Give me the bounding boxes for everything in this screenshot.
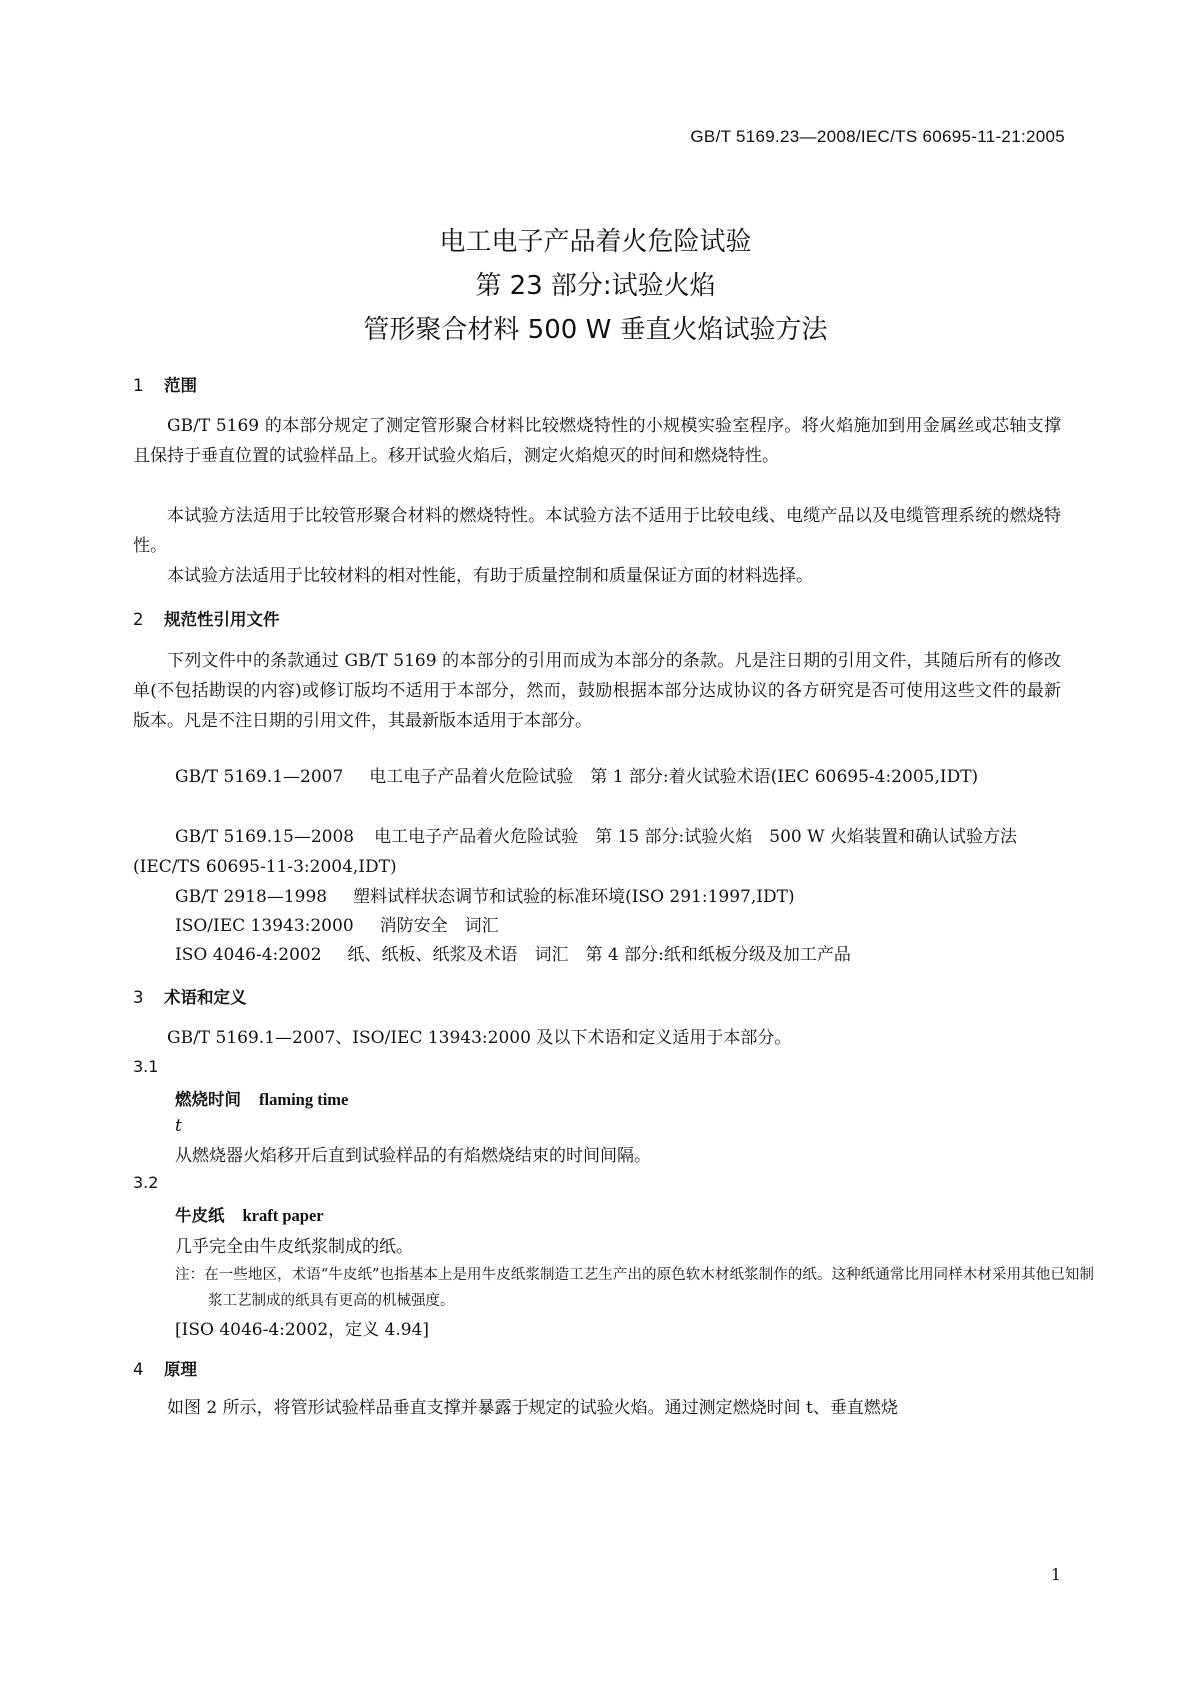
term-definition: 几乎完全由牛皮纸浆制成的纸。	[175, 1237, 413, 1257]
document-title	[0, 220, 1191, 352]
section-1-paragraph-3: 本试验方法适用于比较材料的相对性能，有助于质量控制和质量保证方面的材料选择。	[167, 566, 813, 586]
section-4-heading	[133, 1356, 197, 1380]
section-1-paragraph-2: 本试验方法适用于比较管形聚合材料的燃烧特性。本试验方法不适用于比较电线、电缆产品以及电缆管理系统的燃烧特性。	[133, 506, 1061, 556]
section-number: 3	[133, 988, 144, 1007]
section-title: 范围	[164, 376, 197, 395]
section-2-intro: 下列文件中的条款通过 GB/T 5169 的本部分的引用而成为本部分的条款。凡是注日期的引用文件，其随后所有的修改单(不包括勘误的内容)或修订版均不适用于本部分，然而，鼓励根据本部分达成协议的各方研究是否可使用这些文件的最新版本。凡是不注日期的引用文件，其最新版本适用于本部分。	[133, 651, 1061, 731]
term-number: 3.2	[133, 1173, 159, 1192]
section-title: 术语和定义	[164, 988, 247, 1007]
term-source: [ISO 4046-4:2002，定义 4.94]	[175, 1320, 430, 1340]
term-definition: 从燃烧器火焰移开后直到试验样品的有焰燃烧结束的时间间隔。	[175, 1146, 651, 1166]
section-1-heading	[133, 372, 197, 396]
term-heading: 牛皮纸 kraft paper	[175, 1206, 324, 1225]
reference-item: GB/T 5169.1—2007 电工电子产品着火危险试验 第 1 部分:着火试验术语(IEC 60695-4:2005,IDT)	[175, 767, 979, 787]
term-symbol: t	[175, 1116, 182, 1136]
section-number: 4	[133, 1360, 144, 1379]
term-heading: 燃烧时间 flaming time	[175, 1090, 349, 1109]
section-1-paragraph-1: GB/T 5169 的本部分规定了测定管形聚合材料比较燃烧特性的小规模实验室程序。将火焰施加到用金属丝或芯轴支撑且保持于垂直位置的试验样品上。移开试验火焰后，测定火焰熄灭的时间和燃烧特性。	[133, 416, 1061, 466]
reference-item: GB/T 5169.15—2008 电工电子产品着火危险试验 第 15 部分:试验火焰 500 W 火焰装置和确认试验方法(IEC/TS 60695-11-3:2004,IDT)	[133, 827, 1018, 877]
section-title: 原理	[164, 1360, 197, 1379]
section-2-heading	[133, 606, 280, 630]
term-number: 3.1	[133, 1057, 159, 1076]
standard-code: GB/T 5169.23—2008/IEC/TS 60695-11-21:2005	[690, 127, 1065, 146]
page-number: 1	[1050, 1565, 1061, 1584]
term-note: 注：在一些地区，术语“牛皮纸”也指基本上是用牛皮纸浆制造工艺生产出的原色软木材纸浆制作的纸。这种纸通常比用同样木材采用其他已知制浆工艺制成的纸具有更高的机械强度。	[175, 1267, 1094, 1309]
section-3-intro: GB/T 5169.1—2007、ISO/IEC 13943:2000 及以下术语和定义适用于本部分。	[167, 1028, 792, 1048]
title-line-2: 第 23 部分:试验火焰	[475, 271, 716, 301]
reference-item: ISO 4046-4:2002 纸、纸板、纸浆及术语 词汇 第 4 部分:纸和纸板分级及加工产品	[175, 945, 851, 965]
section-4-paragraph-1: 如图 2 所示，将管形试验样品垂直支撑并暴露于规定的试验火焰。通过测定燃烧时间 t、垂直燃烧	[167, 1398, 898, 1418]
section-title: 规范性引用文件	[164, 610, 280, 629]
section-number: 2	[133, 610, 144, 629]
section-3-heading	[133, 984, 247, 1008]
title-line-3: 管形聚合材料 500 W 垂直火焰试验方法	[363, 315, 828, 345]
title-line-1: 电工电子产品着火危险试验	[439, 227, 752, 257]
reference-item: GB/T 2918—1998 塑料试样状态调节和试验的标准环境(ISO 291:1997,IDT)	[175, 887, 795, 907]
section-number: 1	[133, 376, 144, 395]
reference-item: ISO/IEC 13943:2000 消防安全 词汇	[175, 916, 499, 936]
